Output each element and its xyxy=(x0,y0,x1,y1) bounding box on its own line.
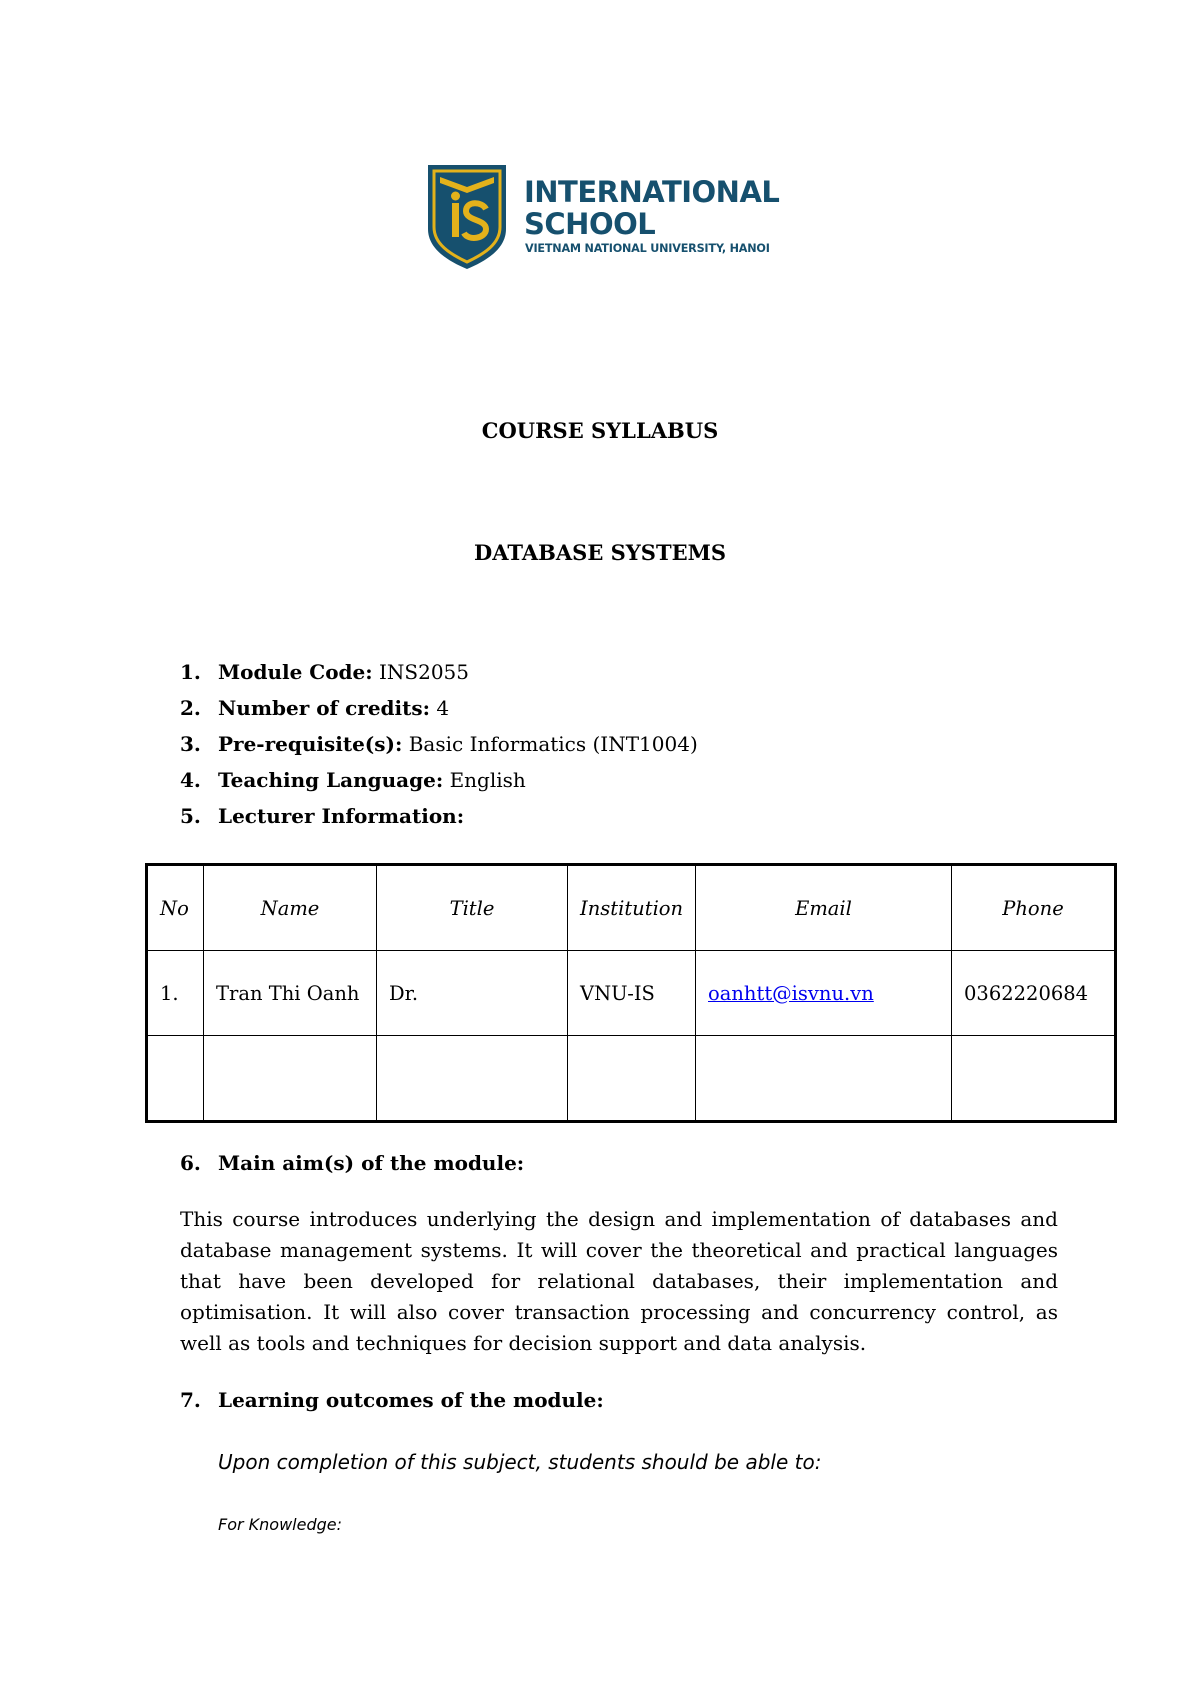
table-cell-title: Dr. xyxy=(377,951,568,1036)
school-logo xyxy=(426,163,826,275)
table-cell-no: 1. xyxy=(147,951,204,1036)
info-item-credits xyxy=(180,690,698,726)
info-item-module-code xyxy=(180,654,698,690)
table-cell-phone: 0362220684 xyxy=(952,951,1116,1036)
logo-subtitle: VIETNAM NATIONAL UNIVERSITY, HANOI xyxy=(525,242,770,255)
table-cell-institution xyxy=(568,1036,696,1122)
section-title: Main aim(s) of the module: xyxy=(218,1151,525,1175)
info-value: 4 xyxy=(430,696,450,720)
logo-wordmark xyxy=(524,176,779,240)
logo-line-2: SCHOOL xyxy=(524,207,656,241)
section-title: Learning outcomes of the module: xyxy=(218,1388,604,1412)
table-cell-name xyxy=(204,1036,377,1122)
table-row xyxy=(147,1036,1116,1122)
column-header-title: Title xyxy=(377,865,568,951)
table-cell-institution: VNU-IS xyxy=(568,951,696,1036)
logo-line-1: INTERNATIONAL xyxy=(524,175,780,209)
email-link[interactable]: oanhtt@isvnu.vn xyxy=(708,981,874,1005)
info-number: 5. xyxy=(180,804,201,828)
info-label: Lecturer Information: xyxy=(218,804,465,828)
learning-outcomes-intro: Upon completion of this subject, students should be able to: xyxy=(218,1450,822,1474)
column-header-email: Email xyxy=(696,865,952,951)
info-number: 1. xyxy=(180,660,201,684)
info-number: 4. xyxy=(180,768,201,792)
lecturer-table xyxy=(145,863,1117,1123)
info-label: Pre-requisite(s): xyxy=(218,732,403,756)
section-number: 6. xyxy=(180,1151,201,1175)
section-heading-learning-outcomes xyxy=(180,1388,604,1412)
section-number: 7. xyxy=(180,1388,201,1412)
info-number: 3. xyxy=(180,732,201,756)
document-title: COURSE SYLLABUS xyxy=(481,418,719,443)
course-info-list xyxy=(180,654,698,834)
table-cell-name: Tran Thi Oanh xyxy=(204,951,377,1036)
info-value: Basic Informatics (INT1004) xyxy=(402,732,698,756)
table-cell-email xyxy=(696,951,952,1036)
table-cell-title xyxy=(377,1036,568,1122)
column-header-institution: Institution xyxy=(568,865,696,951)
course-title: DATABASE SYSTEMS xyxy=(473,540,727,565)
info-label: Module Code: xyxy=(218,660,373,684)
table-header-row xyxy=(147,865,1116,951)
table-cell-email xyxy=(696,1036,952,1122)
info-item-lecturer-information xyxy=(180,798,698,834)
info-item-prerequisites xyxy=(180,726,698,762)
column-header-name: Name xyxy=(204,865,377,951)
info-number: 2. xyxy=(180,696,201,720)
shield-icon xyxy=(426,163,508,271)
knowledge-label: For Knowledge: xyxy=(218,1515,342,1534)
info-label: Teaching Language: xyxy=(218,768,444,792)
column-header-no: No xyxy=(147,865,204,951)
column-header-phone: Phone xyxy=(952,865,1116,951)
info-label: Number of credits: xyxy=(218,696,431,720)
info-value: INS2055 xyxy=(372,660,469,684)
table-row xyxy=(147,951,1116,1036)
info-item-teaching-language xyxy=(180,762,698,798)
main-aims-paragraph: This course introduces underlying the design and implementation of databases and database management systems. It will cover the theoretical and practical languages that have been developed for relational databases, their implementation and optimisation. It will also cover transaction processing and concurrency control, as well as tools and techniques for decision support and data analysis. xyxy=(180,1207,1058,1355)
table-cell-phone xyxy=(952,1036,1116,1122)
table-cell-no xyxy=(147,1036,204,1122)
section-heading-main-aims xyxy=(180,1151,524,1175)
info-value: English xyxy=(443,768,526,792)
